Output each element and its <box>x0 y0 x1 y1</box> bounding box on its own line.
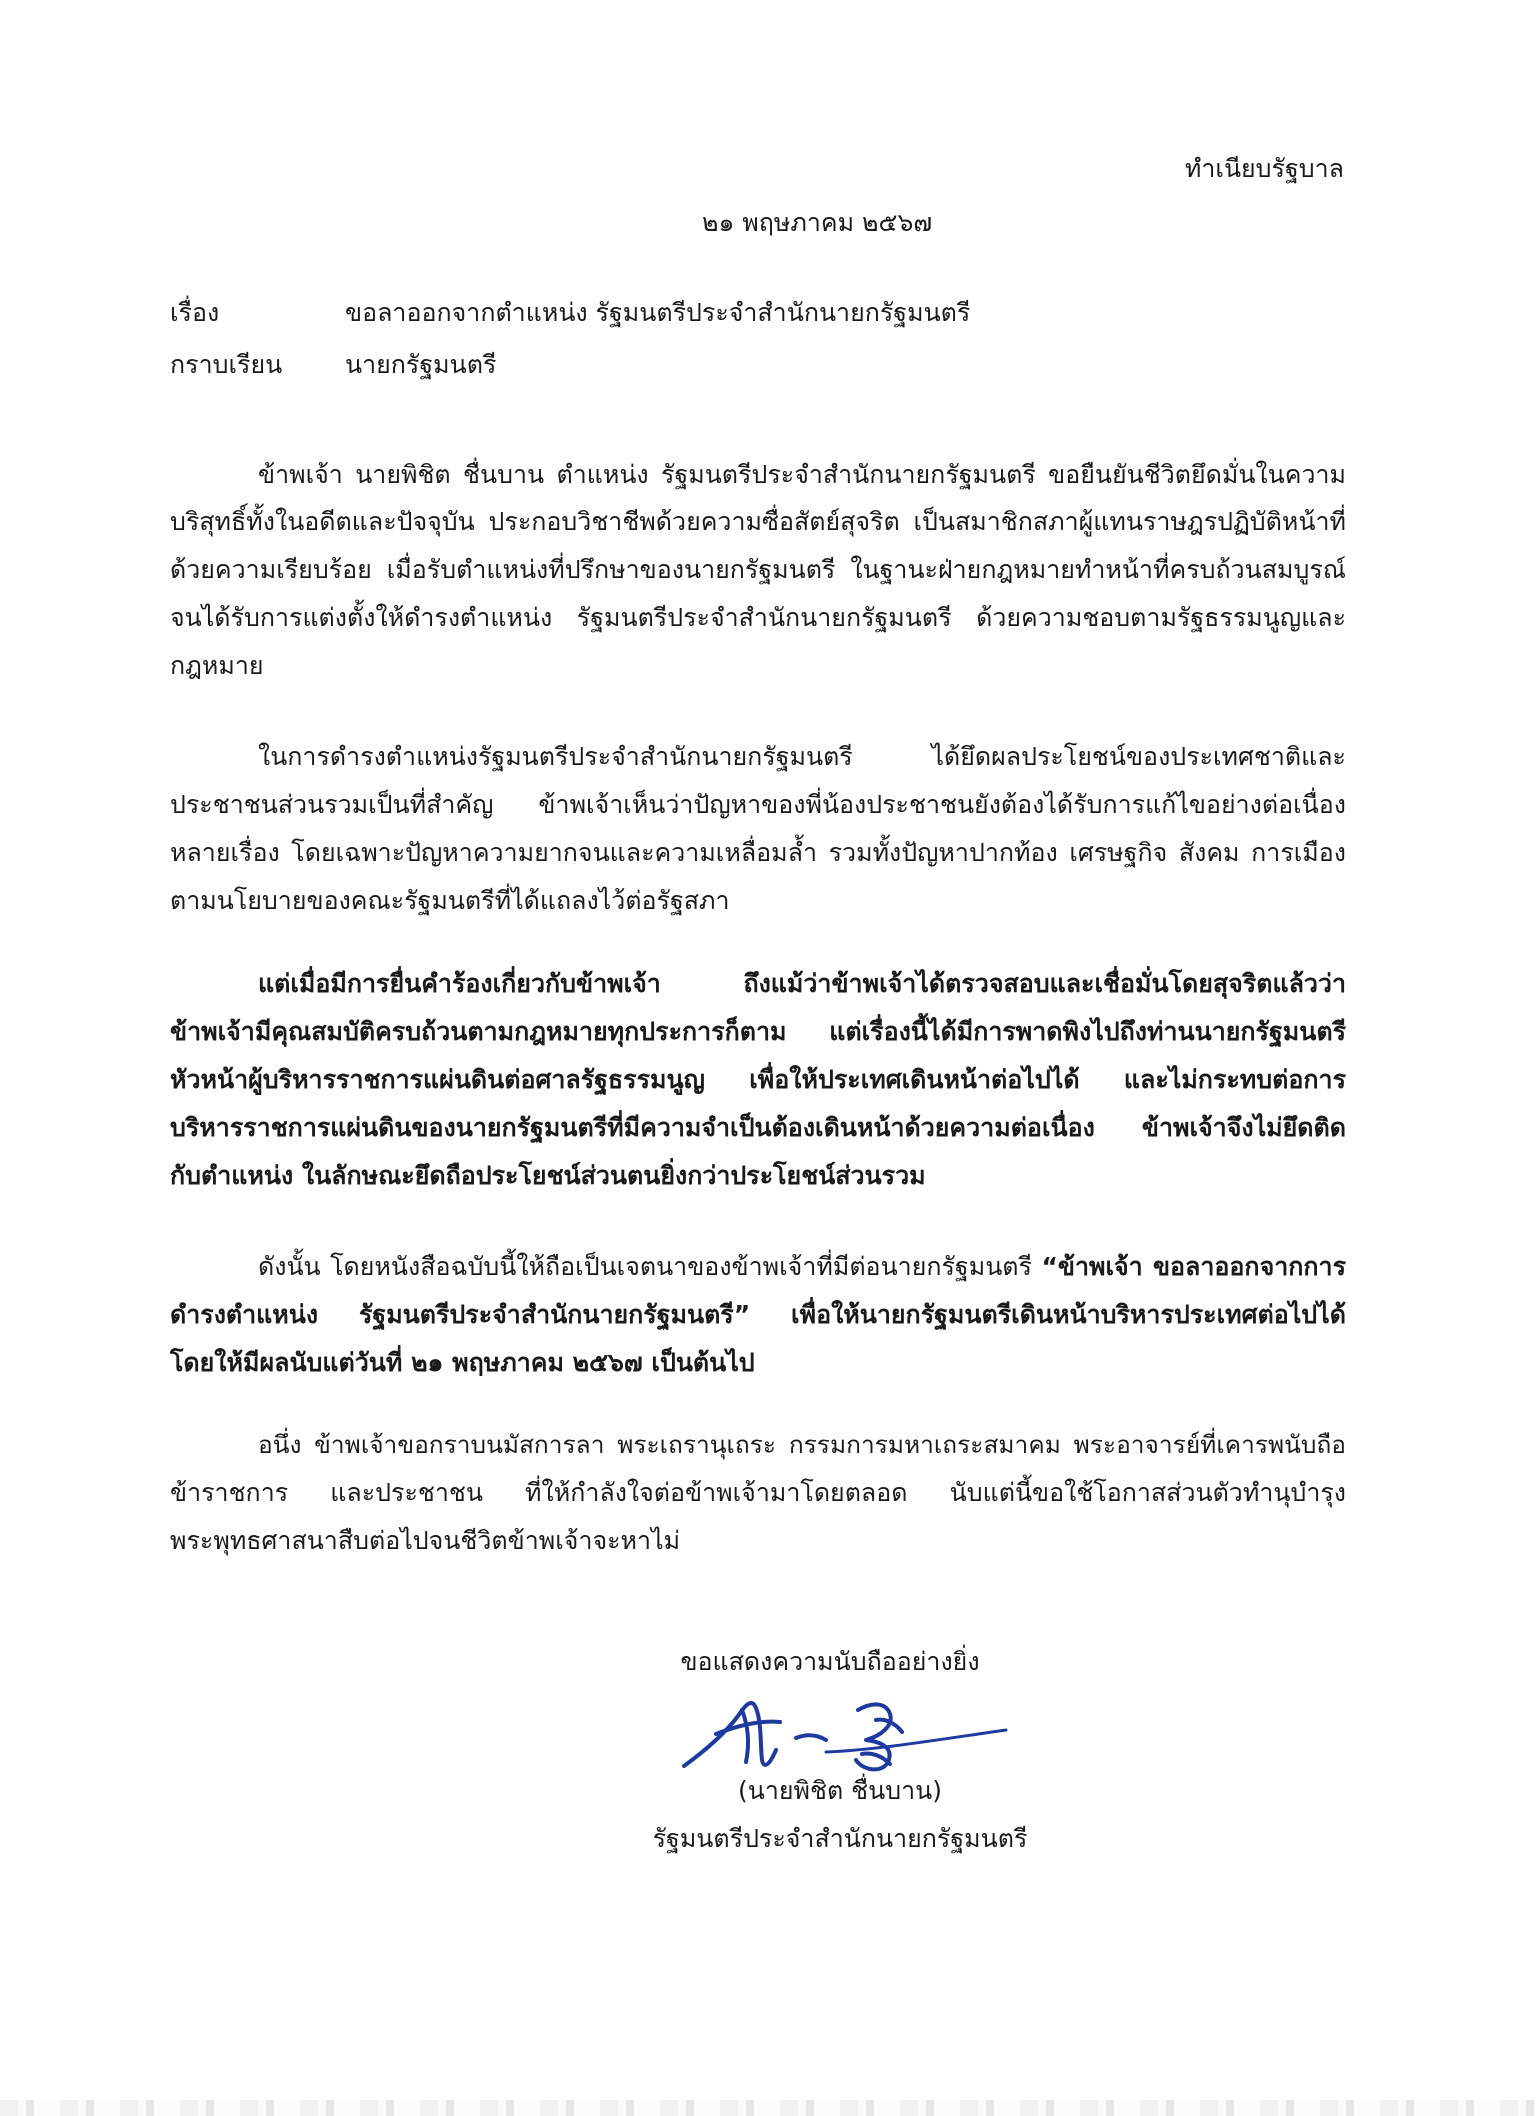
signatory-title: รัฐมนตรีประจำสำนักนายกรัฐมนตรี <box>652 1824 1028 1853</box>
letter-date: ๒๑ พฤษภาคม ๒๕๖๗ <box>702 208 933 237</box>
paragraph-4-line-1-bold: “ข้าพเจ้า ขอลาออกจากการ <box>1041 1252 1346 1281</box>
paragraph-1-line-4: จนได้รับการแต่งตั้งให้ดำรงตำแหน่ง รัฐมนตรีประจำสำนักนายกรัฐมนตรี ด้วยความชอบตามรัฐธรรมนูญและ <box>170 603 1346 632</box>
paragraph-3-line-3: หัวหน้าผู้บริหารราชการแผ่นดินต่อศาลรัฐธรรมนูญ เพื่อให้ประเทศเดินหน้าต่อไปได้ และไม่กระทบต่อการ <box>170 1065 1346 1094</box>
paragraph-4-line-3: โดยให้มีผลนับแต่วันที่ ๒๑ พฤษภาคม ๒๕๖๗ เป็นต้นไป <box>170 1348 755 1377</box>
paragraph-3-line-4: บริหารราชการแผ่นดินของนายกรัฐมนตรีที่มีความจำเป็นต้องเดินหน้าด้วยความต่อเนื่อง ข้าพเจ้าจึงไม่ยึดติด <box>170 1113 1346 1142</box>
paragraph-5-line-2: ข้าราชการ และประชาชน ที่ให้กำลังใจต่อข้าพเจ้ามาโดยตลอด นับแต่นี้ขอใช้โอกาสส่วนตัวทำนุบำรุง <box>170 1478 1346 1507</box>
paragraph-1-line-2: บริสุทธิ์ทั้งในอดีตและปัจจุบัน ประกอบวิชาชีพด้วยความซื่อสัตย์สุจริต เป็นสมาชิกสภาผู้แทนราษฎรปฏิบัติหน้าที่ <box>170 507 1346 536</box>
paragraph-1-line-3: ด้วยความเรียบร้อย เมื่อรับตำแหน่งที่ปรึกษาของนายกรัฐมนตรี ในฐานะฝ่ายกฎหมายทำหน้าที่ครบถ้วนสมบูรณ์ <box>170 555 1346 584</box>
signature-stroke <box>684 1703 776 1766</box>
paragraph-2-line-1: ในการดำรงตำแหน่งรัฐมนตรีประจำสำนักนายกรัฐมนตรี ได้ยึดผลประโยชน์ของประเทศชาติและ <box>258 742 1346 771</box>
signature-stroke <box>826 1730 1006 1752</box>
paragraph-3-line-5: กับตำแหน่ง ในลักษณะยึดถือประโยชน์ส่วนตนยิ่งกว่าประโยชน์ส่วนรวม <box>170 1161 926 1190</box>
paragraph-3-line-2: ข้าพเจ้ามีคุณสมบัติครบถ้วนตามกฎหมายทุกประการก็ตาม แต่เรื่องนี้ได้มีการพาดพิงไปถึงท่านนายกรัฐมนตรี <box>170 1017 1346 1046</box>
paragraph-5-line-3: พระพุทธศาสนาสืบต่อไปจนชีวิตข้าพเจ้าจะหาไม่ <box>170 1526 681 1555</box>
paragraph-3-line-1: แต่เมื่อมีการยื่นคำร้องเกี่ยวกับข้าพเจ้า ถึงแม้ว่าข้าพเจ้าได้ตรวจสอบและเชื่อมั่นโดยสุจริตแล้วว่า <box>258 969 1346 998</box>
paragraph-2-line-3: หลายเรื่อง โดยเฉพาะปัญหาความยากจนและความเหลื่อมล้ำ รวมทั้งปัญหาปากท้อง เศรษฐกิจ สังคม การเมือง <box>170 838 1346 867</box>
signature-stroke <box>742 1710 748 1762</box>
recipient-text: นายกรัฐมนตรี <box>345 350 497 379</box>
paragraph-4-line-1 <box>258 1250 1346 1284</box>
signature-stroke <box>796 1735 826 1740</box>
paragraph-4-line-1-normal: ดังนั้น โดยหนังสือฉบับนี้ให้ถือเป็นเจตนาของข้าพเจ้าที่มีต่อนายกรัฐมนตรี <box>258 1252 1032 1281</box>
scan-edge-artifact <box>0 2100 1536 2116</box>
closing-salutation: ขอแสดงความนับถืออย่างยิ่ง <box>680 1647 980 1676</box>
subject-text: ขอลาออกจากตำแหน่ง รัฐมนตรีประจำสำนักนายกรัฐมนตรี <box>345 298 971 327</box>
signatory-name: (นายพิชิต ชื่นบาน) <box>738 1776 942 1805</box>
signature-stroke <box>862 1753 890 1764</box>
office-name: ทำเนียบรัฐบาล <box>1184 154 1344 183</box>
paragraph-2-line-2: ประชาชนส่วนรวมเป็นที่สำคัญ ข้าพเจ้าเห็นว่าปัญหาของพี่น้องประชาชนยังต้องได้รับการแก้ไขอย่างต่อเนื่อง <box>170 790 1346 819</box>
recipient-label: กราบเรียน <box>170 350 283 379</box>
paragraph-1-line-5: กฎหมาย <box>170 651 264 680</box>
subject-label: เรื่อง <box>170 298 220 327</box>
signature-strokes <box>684 1703 1006 1769</box>
paragraph-4-line-2: ดำรงตำแหน่ง รัฐมนตรีประจำสำนักนายกรัฐมนตรี” เพื่อให้นายกรัฐมนตรีเดินหน้าบริหารประเทศต่อไปได้ <box>170 1300 1346 1329</box>
paragraph-5-line-1: อนึ่ง ข้าพเจ้าขอกราบนมัสการลา พระเถรานุเถระ กรรมการมหาเถระสมาคม พระอาจารย์ที่เคารพนับถือ <box>258 1430 1346 1459</box>
paragraph-1-line-1: ข้าพเจ้า นายพิชิต ชื่นบาน ตำแหน่ง รัฐมนตรีประจำสำนักนายกรัฐมนตรี ขอยืนยันชีวิตยึดมั่นในความ <box>258 460 1346 489</box>
paragraph-2-line-4: ตามนโยบายของคณะรัฐมนตรีที่ได้แถลงไว้ต่อรัฐสภา <box>170 886 730 915</box>
